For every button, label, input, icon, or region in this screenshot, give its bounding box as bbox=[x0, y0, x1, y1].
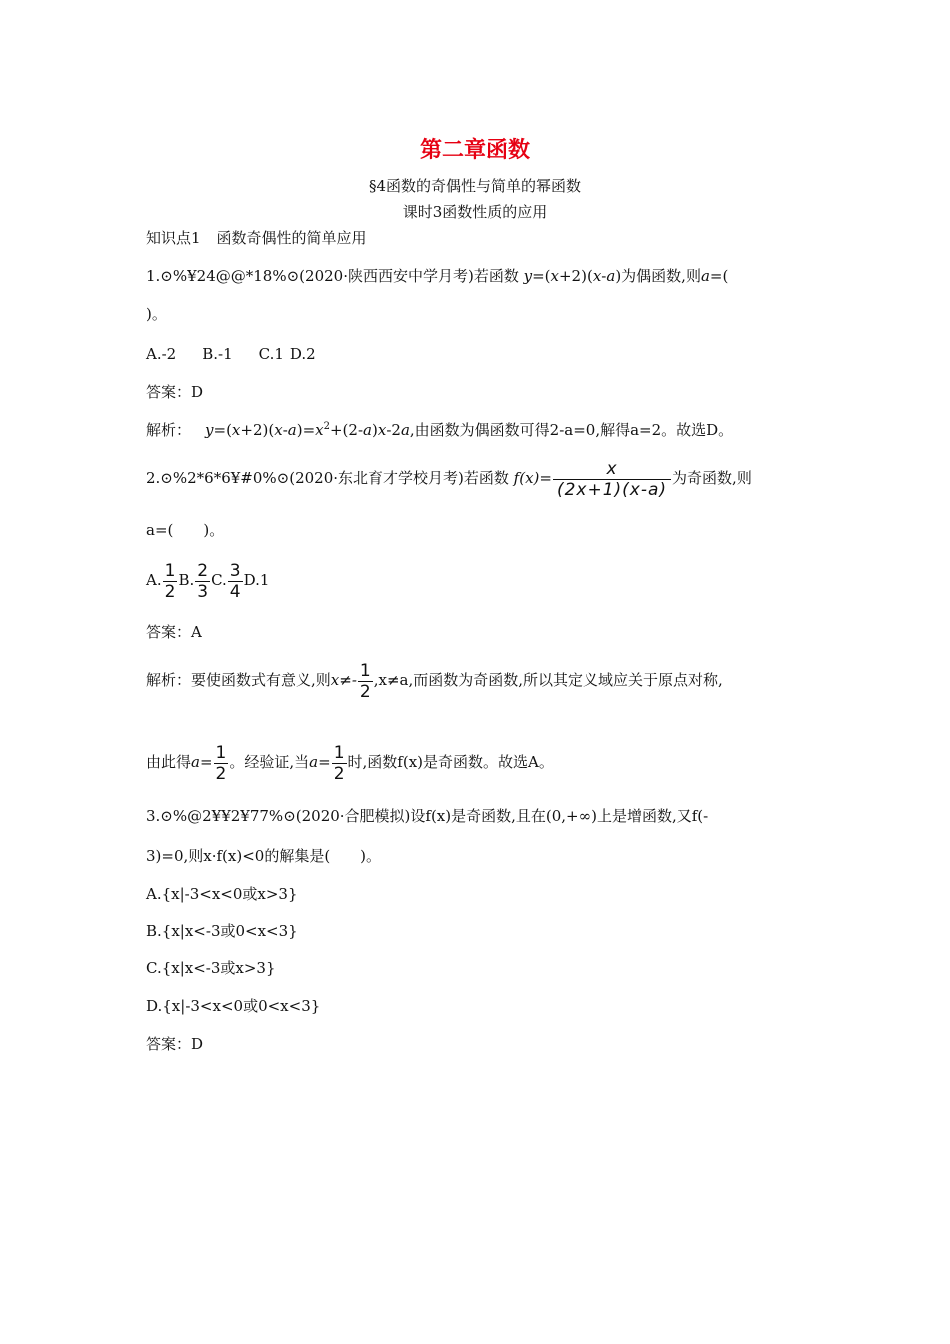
q2-analysis-line1 bbox=[146, 658, 723, 702]
q2-analysis-line1-a: 要使函数式有意义,则 bbox=[191, 671, 331, 689]
q2-option-b-den: 3 bbox=[197, 581, 209, 602]
knowledge-point-text: 函数奇偶性的简单应用 bbox=[216, 229, 367, 247]
q2-fx: f(x)= bbox=[513, 469, 552, 487]
q1-analysis bbox=[146, 420, 733, 440]
q2-analysis-label: 解析： bbox=[146, 671, 192, 689]
q2-analysis-line2 bbox=[146, 740, 554, 784]
q3-answer: 答案：D bbox=[146, 1035, 204, 1053]
q3-option-a: A.{x|-3<x<0或x>3} bbox=[146, 885, 298, 903]
q1-analysis-label: 解析： bbox=[146, 421, 192, 439]
q2-option-a-num: 1 bbox=[164, 560, 176, 581]
q2-analysis-line2-a: 由此得 bbox=[146, 753, 192, 771]
q1-analysis-end: ,由函数为偶函数可得2-a=0,解得a=2。故选D。 bbox=[409, 421, 734, 439]
q2-analysis-half-2-num: 1 bbox=[215, 742, 227, 763]
q2-option-c-num: 3 bbox=[229, 560, 241, 581]
q1-blank-close: )。 bbox=[146, 305, 167, 323]
q2-option-d: D.1 bbox=[243, 571, 270, 589]
q2-stem bbox=[146, 456, 752, 500]
q2-option-a-fraction bbox=[163, 561, 178, 602]
q3-option-d: D.{x|-3<x<0或0<x<3} bbox=[146, 997, 321, 1015]
q2-analysis-half-2-den: 2 bbox=[215, 763, 227, 784]
knowledge-point bbox=[146, 228, 367, 248]
q2-analysis-ineq: x≠- bbox=[330, 671, 357, 689]
q1-option-d: D.2 bbox=[289, 345, 316, 363]
q2-option-b-prefix: B. bbox=[178, 571, 195, 589]
q2-option-c-den: 4 bbox=[229, 581, 241, 602]
q2-stem-end: 为奇函数,则 bbox=[672, 469, 752, 487]
q1-stem-end: 为偶函数,则 bbox=[621, 267, 701, 285]
q2-options bbox=[146, 558, 269, 602]
q3-option-c: C.{x|x<-3或x>3} bbox=[146, 959, 276, 977]
q2-option-b-num: 2 bbox=[197, 560, 209, 581]
q2-fraction bbox=[553, 459, 671, 500]
q2-option-c-fraction bbox=[228, 561, 243, 602]
q1-prefix: 1.⊙%¥24@@*18%⊙(2020·陕西西安中学月考)若函数 bbox=[146, 267, 519, 285]
q1-option-b: B.-1 bbox=[202, 345, 233, 363]
q2-analysis-half-3-den: 2 bbox=[333, 763, 345, 784]
q2-option-b-fraction bbox=[195, 561, 210, 602]
q1-variable: a=( bbox=[700, 267, 729, 285]
q1-options bbox=[146, 344, 316, 364]
q1-answer: 答案：D bbox=[146, 383, 204, 401]
section-title: §4函数的奇偶性与简单的幂函数 bbox=[368, 177, 582, 195]
q2-option-a-prefix: A. bbox=[146, 571, 162, 589]
q2-fraction-denominator: (2x+1)(x-a) bbox=[556, 479, 668, 500]
knowledge-point-label: 知识点1 bbox=[146, 229, 201, 247]
q2-analysis-half-2 bbox=[214, 743, 229, 784]
q3-option-b: B.{x|x<-3或0<x<3} bbox=[146, 922, 298, 940]
chapter-title: 第二章函数 bbox=[419, 138, 530, 163]
q1-stem bbox=[146, 266, 728, 286]
lesson-title: 课时3函数性质的应用 bbox=[402, 203, 548, 221]
q2-analysis-half-1 bbox=[358, 661, 373, 702]
q2-answer: 答案：A bbox=[146, 623, 202, 641]
q2-analysis-line2-c: 时,函数f(x)是奇函数。故选A。 bbox=[347, 753, 554, 771]
q2-analysis-line1-b: ,x≠a,而函数为奇函数,所以其定义域应关于原点对称, bbox=[373, 671, 723, 689]
q1-option-a: A.-2 bbox=[146, 345, 177, 363]
q2-analysis-a-eq-1: a= bbox=[191, 753, 213, 771]
q2-analysis-half-1-num: 1 bbox=[359, 660, 371, 681]
q3-stem-line2: 3)=0,则x·f(x)<0的解集是( )。 bbox=[146, 847, 382, 865]
q2-option-c-prefix: C. bbox=[211, 571, 227, 589]
q1-analysis-formula: $y=(x+2)(x-a)=x^2+(2-a)x-2a$ bbox=[205, 421, 410, 439]
q2-analysis-half-1-den: 2 bbox=[359, 681, 371, 702]
q2-analysis-half-3-num: 1 bbox=[333, 742, 345, 763]
q2-option-a-den: 2 bbox=[164, 581, 176, 602]
q1-option-c: C.1 bbox=[258, 345, 284, 363]
q2-analysis-a-eq-2: a= bbox=[309, 753, 331, 771]
q2-blank: a=( )。 bbox=[146, 521, 225, 539]
q2-analysis-half-3 bbox=[332, 743, 347, 784]
q2-analysis-line2-b: 。经验证,当 bbox=[229, 753, 310, 771]
q2-fraction-numerator: x bbox=[606, 458, 618, 479]
q1-formula: y=(x+2)(x-a) bbox=[523, 267, 622, 285]
q2-prefix: 2.⊙%2*6*6¥#0%⊙(2020·东北育才学校月考)若函数 bbox=[146, 469, 509, 487]
q3-stem-line1: 3.⊙%@2¥¥2¥77%⊙(2020·合肥模拟)设f(x)是奇函数,且在(0,+∞)上是增函数,又f(- bbox=[146, 807, 709, 825]
